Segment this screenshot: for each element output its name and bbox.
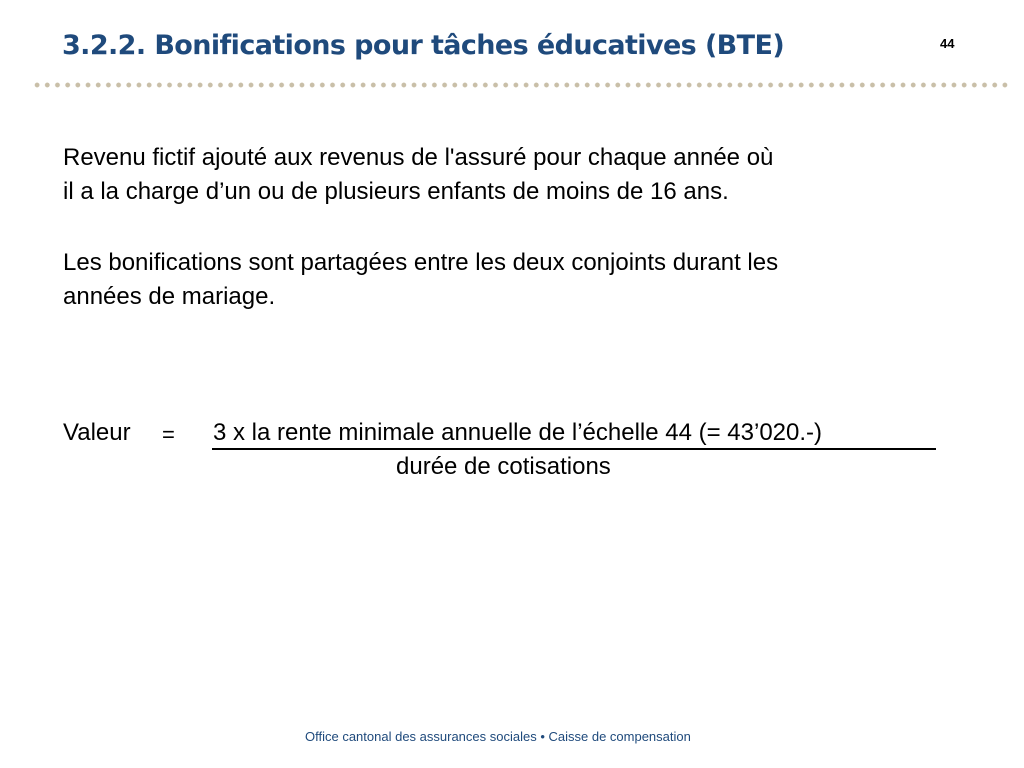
footer-text: Office cantonal des assurances sociales • Caisse de compensation [305,729,691,744]
formula-label: Valeur [63,419,131,446]
page-number: 44 [940,36,955,51]
slide-title: 3.2.2. Bonifications pour tâches éducatives (BTE) [62,30,785,61]
paragraph-line: Revenu fictif ajouté aux revenus de l'assuré pour chaque année où [63,144,774,171]
paragraph-revenu-fictif [63,141,773,209]
paragraph-line: il a la charge d’un ou de plusieurs enfants de moins de 16 ans. [63,178,729,205]
formula-denominator: durée de cotisations [396,453,611,480]
paragraph-line: Les bonifications sont partagées entre les deux conjoints durant les [63,249,779,276]
paragraph-partage [63,246,778,314]
formula-numerator: 3 x la rente minimale annuelle de l’échelle 44 (= 43’020.-) [213,419,823,446]
formula-equals-sign: = [162,422,175,447]
dotted-divider [32,82,1010,88]
paragraph-line: années de mariage. [63,283,276,310]
